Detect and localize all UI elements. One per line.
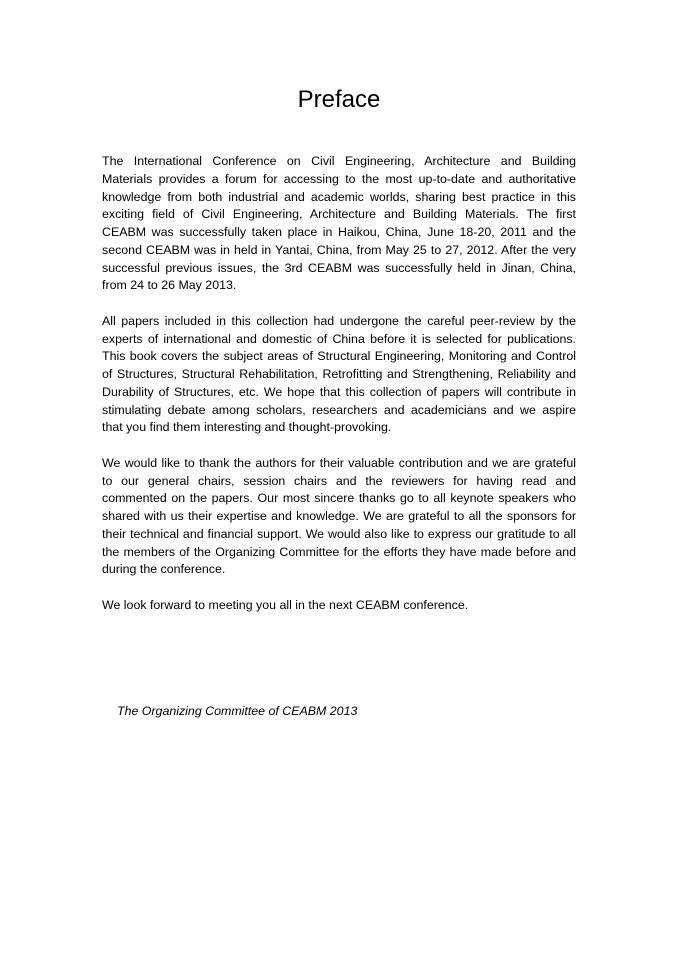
text-line: We would like to thank the authors for their valuable contribution and we are grateful — [102, 455, 576, 470]
paragraph — [102, 153, 576, 295]
text-line: All papers included in this collection had undergone the careful peer-review by the — [102, 313, 576, 328]
text-line: from 24 to 26 May 2013. — [102, 278, 237, 293]
text-line: CEABM was successfully taken place in Haikou, China, June 18-20, 2011 and the — [102, 225, 576, 239]
text-line: to our general chairs, session chairs and the reviewers for having read and — [102, 473, 576, 488]
text-line: Durability of Structures, etc. We hope that this collection of papers will contribute in — [102, 384, 576, 399]
paragraph — [102, 313, 576, 437]
paragraph — [102, 597, 576, 615]
text-line: knowledge from both industrial and academic worlds, sharing best practice in this — [102, 189, 576, 204]
text-line: of Structures, Structural Rehabilitation, Retrofitting and Strengthening, Reliability and — [102, 367, 576, 381]
preface-body — [102, 153, 576, 632]
paragraph — [102, 455, 576, 579]
text-line: We look forward to meeting you all in the next CEABM conference. — [102, 597, 469, 612]
text-line: shared with us their expertise and knowledge. We are grateful to all the sponsors for — [102, 509, 576, 523]
signature: The Organizing Committee of CEABM 2013 — [117, 704, 358, 718]
text-line: that you find them interesting and thought-provoking. — [102, 420, 392, 435]
text-line: stimulating debate among scholars, researchers and academicians and we aspire — [102, 402, 576, 417]
text-line: This book covers the subject areas of Structural Engineering, Monitoring and Control — [102, 349, 576, 364]
page-title: Preface — [297, 86, 381, 113]
text-line: exciting field of Civil Engineering, Architecture and Building Materials. The first — [102, 207, 576, 222]
text-line: The International Conference on Civil Engineering, Architecture and Building — [102, 154, 576, 168]
text-line: their technical and financial support. We would also like to express our gratitude to all — [102, 526, 576, 541]
text-line: experts of international and domestic of China before it is selected for publications. — [102, 331, 576, 346]
text-line: second CEABM was in held in Yantai, China, from May 25 to 27, 2012. After the very — [102, 242, 576, 257]
text-line: during the conference. — [102, 562, 226, 577]
text-line: successful previous issues, the 3rd CEABM was successfully held in Jinan, China, — [102, 260, 576, 275]
text-line: the members of the Organizing Committee for the efforts they have made before and — [102, 544, 576, 559]
text-line: Materials provides a forum for accessing to the most up-to-date and authoritative — [102, 171, 576, 186]
text-line: commented on the papers. Our most sincere thanks go to all keynote speakers who — [102, 491, 576, 506]
